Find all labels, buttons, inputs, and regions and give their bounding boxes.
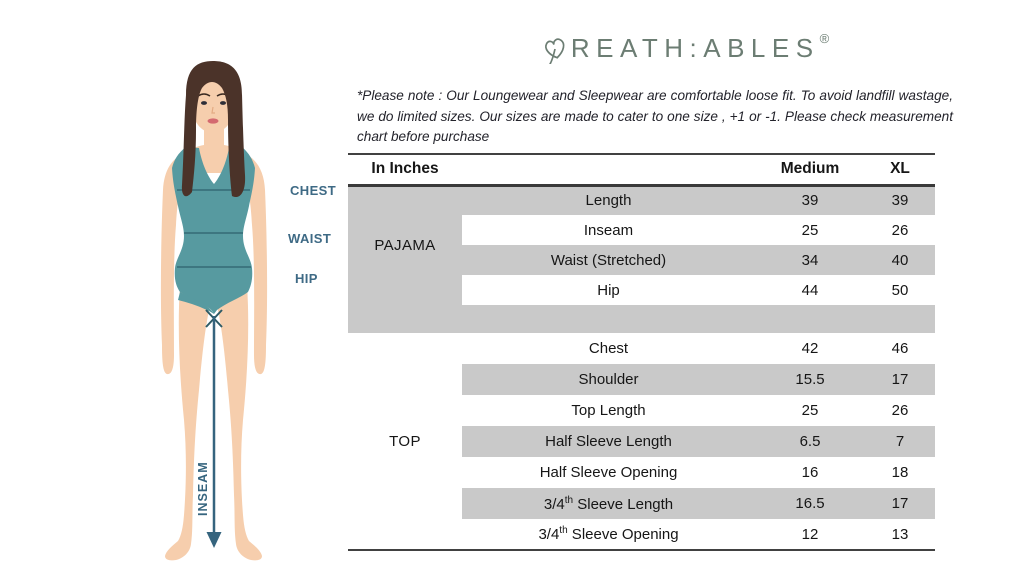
section-top: TOP: [389, 432, 421, 450]
header-spacer: [462, 154, 755, 185]
header-xl: XL: [890, 160, 910, 178]
row-label: Half Sleeve Length: [462, 426, 755, 457]
chest-label: CHEST: [290, 183, 337, 198]
row-label: Inseam: [583, 221, 634, 239]
inseam-label: INSEAM: [196, 461, 210, 516]
xl-value: 26: [891, 221, 909, 239]
xl-value: 40: [865, 245, 935, 275]
mouth: [208, 118, 219, 123]
medium-value: 44: [801, 281, 819, 299]
medium-value: 12: [801, 525, 819, 543]
xl-value: 26: [891, 402, 909, 419]
medium-value: 39: [755, 185, 865, 215]
row-label: Half Sleeve Opening: [539, 464, 678, 481]
medium-value: 25: [801, 402, 819, 419]
leaf-b-icon: [543, 35, 568, 69]
header-medium: Medium: [780, 160, 840, 178]
table-row: [348, 333, 935, 364]
medium-value: 34: [755, 245, 865, 275]
medium-value: 6.5: [755, 426, 865, 457]
hip-label: HIP: [295, 271, 318, 286]
row-label: Waist (Stretched): [462, 245, 755, 275]
medium-value: 15.5: [755, 364, 865, 395]
row-label: Shoulder: [462, 364, 755, 395]
xl-value: 17: [865, 364, 935, 395]
xl-value: 39: [865, 185, 935, 215]
xl-value: 46: [891, 340, 909, 357]
brand-logo: [536, 33, 836, 69]
section-pajama: PAJAMA: [348, 185, 462, 305]
xl-value: 17: [865, 488, 935, 519]
medium-value: 42: [801, 340, 819, 357]
xl-value: 13: [891, 525, 909, 543]
row-label: 3/4th Sleeve Length: [462, 488, 755, 519]
row-label: Length: [462, 185, 755, 215]
registered-mark: ®: [819, 31, 830, 46]
section-divider: [348, 305, 935, 333]
brand-name: REATH:ABLES: [570, 33, 820, 63]
left-eye: [201, 101, 207, 105]
waist-label: WAIST: [288, 231, 332, 246]
medium-value: 25: [801, 221, 819, 239]
row-label: 3/4th Sleeve Opening: [538, 525, 679, 543]
table-row: [348, 185, 935, 215]
row-label: Top Length: [571, 402, 646, 419]
xl-value: 18: [891, 464, 909, 481]
medium-value: 16.5: [755, 488, 865, 519]
size-table: [348, 153, 935, 551]
right-eye: [220, 101, 226, 105]
row-label: Chest: [588, 340, 629, 357]
table-header-row: [348, 154, 935, 185]
row-label: Hip: [597, 281, 620, 299]
medium-value: 16: [801, 464, 819, 481]
header-in-inches: In Inches: [371, 160, 439, 178]
xl-value: 7: [865, 426, 935, 457]
xl-value: 50: [891, 281, 909, 299]
body-measurement-figure: [140, 55, 280, 570]
note-text: *Please note : Our Loungewear and Sleepwear are comfortable loose fit. To avoid landfill wastage, we do limited sizes. Our sizes are made to cater to one size , +1 or -1. Please check measurement chart before purchase: [357, 88, 953, 144]
